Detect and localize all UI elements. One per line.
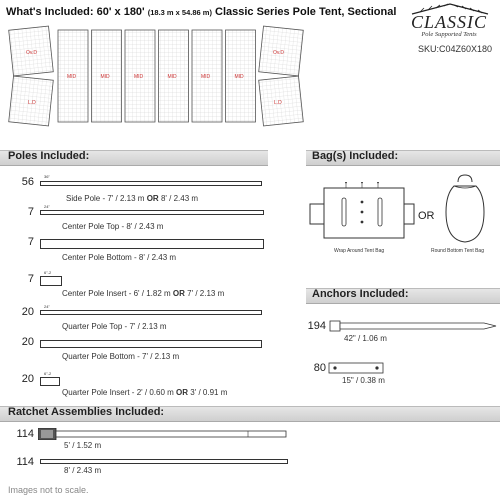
label-ratchet-8: 8' / 2.43 m — [64, 466, 102, 475]
dim-center-pole-insert: 6"-2 — [44, 270, 52, 275]
middle-panel-label: MID — [201, 74, 211, 80]
dim-side-pole: 36" — [44, 174, 50, 179]
logo-subtitle: Pole Supported Tents — [421, 31, 477, 38]
ratchet-5-icon — [38, 428, 288, 440]
label-quarter-pole-top: Quarter Pole Top - 7' / 2.13 m — [62, 322, 167, 331]
qty-anchor-15: 80 — [313, 362, 326, 374]
middle-panel-label: MID — [67, 74, 77, 80]
label-ld-bl: L.D — [28, 100, 36, 106]
wrap-bag-label: Wrap Around Tent Bag — [334, 248, 385, 254]
bags-or-label: OR — [418, 210, 435, 222]
qty-ratchet-5: 114 — [16, 428, 34, 440]
label-center-pole-insert: Center Pole Insert - 6' / 1.82 m OR 7' / 2.13 m — [62, 289, 225, 298]
logo-wordmark: CLASSIC — [410, 12, 487, 32]
ratchet-8-strap — [40, 459, 288, 464]
title-metric: (18.3 m x 54.86 m) — [147, 8, 212, 17]
label-side-pole: Side Pole - 7' / 2.13 m OR 8' / 2.43 m — [66, 194, 199, 203]
middle-panel-label: MID — [234, 74, 244, 80]
label-ovd-tl: Ov.D — [26, 50, 38, 56]
ratchets-section-title: Ratchet Assemblies Included: — [8, 406, 165, 418]
qty-anchor-42: 194 — [307, 320, 326, 332]
label-ovd-tr: Ov.D — [273, 50, 285, 56]
quarter-pole-insert — [40, 377, 60, 386]
corner-panel-top-right — [259, 26, 304, 76]
qty-ratchet-8: 114 — [16, 456, 34, 468]
anchor-stake-42-icon — [328, 318, 498, 334]
anchor-stake-15-icon — [328, 362, 384, 374]
quarter-pole-bottom — [40, 340, 262, 348]
dim-quarter-pole-insert: 6"-2 — [44, 371, 52, 376]
title-series: Classic Series Pole Tent, Sectional — [215, 6, 397, 18]
dim-quarter-pole-top: 24" — [44, 304, 50, 309]
bags-section-title: Bag(s) Included: — [312, 150, 399, 162]
label-quarter-pole-bottom: Quarter Pole Bottom - 7' / 2.13 m — [62, 352, 180, 361]
anchors-section-title: Anchors Included: — [312, 288, 409, 300]
center-pole-top — [40, 210, 264, 215]
sku-label: SKU:C04Z60X180 — [418, 44, 493, 54]
label-center-pole-bottom: Center Pole Bottom - 8' / 2.43 m — [62, 253, 177, 262]
middle-panels — [58, 30, 256, 122]
round-bag-label: Round Bottom Tent Bag — [431, 248, 484, 254]
middle-panel-label: MID — [167, 74, 177, 80]
quarter-pole-top — [40, 310, 262, 315]
tent-layout-diagram — [8, 24, 304, 128]
middle-panel-label: MID — [134, 74, 144, 80]
label-quarter-pole-insert: Quarter Pole Insert - 2' / 0.60 m OR 3' / 0.91 m — [62, 388, 228, 397]
label-ratchet-5: 5' / 1.52 m — [64, 441, 102, 450]
qty-quarter-pole-insert: 20 — [21, 373, 34, 385]
label-ld-br: L.D — [274, 100, 282, 106]
qty-center-pole-top: 7 — [27, 206, 34, 218]
label-center-pole-top: Center Pole Top - 8' / 2.43 m — [62, 222, 164, 231]
qty-quarter-pole-top: 20 — [21, 306, 34, 318]
center-pole-bottom — [40, 239, 264, 249]
side-pole — [40, 181, 262, 186]
qty-quarter-pole-bottom: 20 — [21, 336, 34, 348]
qty-side-pole: 56 — [21, 176, 34, 188]
qty-center-pole-bottom: 7 — [27, 236, 34, 248]
qty-center-pole-insert: 7 — [27, 273, 34, 285]
middle-panel-label: MID — [100, 74, 110, 80]
label-anchor-15: 15" / 0.38 m — [342, 376, 385, 385]
footnote: Images not to scale. — [8, 485, 89, 495]
label-anchor-42: 42" / 1.06 m — [344, 334, 387, 343]
title-main: What's Included: 60' x 180' — [6, 6, 145, 18]
corner-panel-top-left — [9, 26, 54, 76]
poles-section-title: Poles Included: — [8, 150, 90, 162]
page-title — [6, 6, 396, 18]
center-pole-insert — [40, 276, 62, 286]
round-bottom-bag-icon — [440, 172, 490, 248]
corner-panel-bottom-right — [259, 76, 304, 126]
corner-panel-bottom-left — [9, 76, 54, 126]
wrap-around-bag-icon — [306, 182, 416, 246]
dim-center-pole-top: 24" — [44, 204, 50, 209]
